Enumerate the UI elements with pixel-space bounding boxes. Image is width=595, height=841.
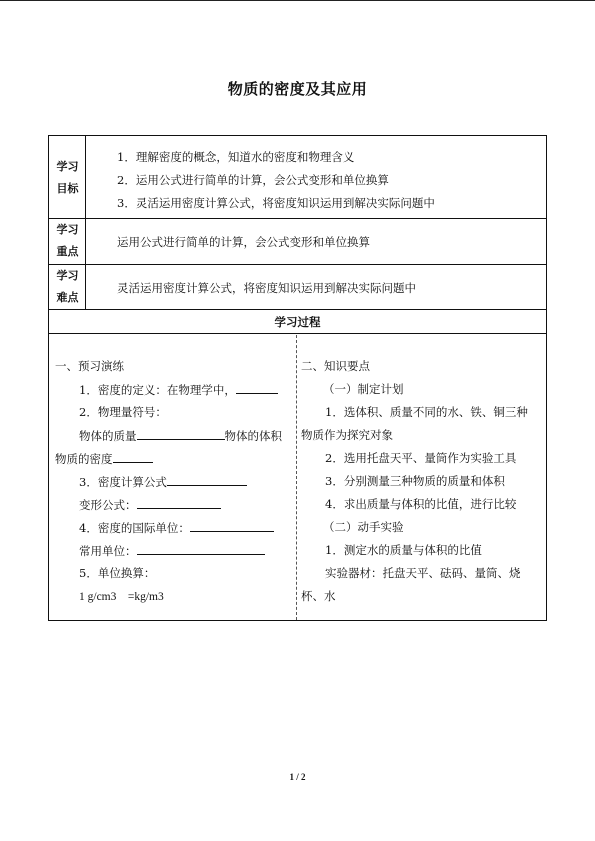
knowledge-item-3: 3．分别测量三种物质的质量和体积 bbox=[325, 474, 505, 488]
density-text: 物质的密度 bbox=[55, 452, 113, 466]
knowledge-section-2: （二）动手实验 bbox=[323, 520, 404, 534]
difficulties-label bbox=[49, 265, 86, 309]
preview-item-1 bbox=[79, 381, 278, 398]
answer-blank[interactable] bbox=[137, 542, 265, 555]
preview-item-3-variant bbox=[79, 496, 221, 513]
volume-text: 物体的体积 bbox=[224, 429, 282, 443]
answer-blank[interactable] bbox=[167, 473, 247, 486]
key-points-text: 运用公式进行简单的计算，会公式变形和单位换算 bbox=[117, 235, 370, 249]
row-divider bbox=[49, 264, 546, 265]
formula-text: 3．密度计算公式 bbox=[79, 475, 167, 489]
row-divider bbox=[49, 218, 546, 219]
objective-item-3: 3．灵活运用密度计算公式，将密度知识运用到解决实际问题中 bbox=[117, 196, 435, 210]
key-points-label-line2: 重点 bbox=[56, 245, 79, 258]
page-number: 1 / 2 bbox=[289, 772, 306, 782]
objective-item-1: 1．理解密度的概念，知道水的密度和物理含义 bbox=[117, 150, 355, 164]
knowledge-item-2: 2．选用托盘天平、量筒作为实验工具 bbox=[325, 451, 517, 465]
objectives-label-line2: 目标 bbox=[56, 182, 79, 195]
process-heading: 学习过程 bbox=[274, 315, 321, 329]
preview-heading: 一、预习演练 bbox=[55, 359, 124, 373]
difficulties-label-line1: 学习 bbox=[56, 269, 79, 282]
process-column-divider bbox=[296, 335, 297, 620]
key-points-label-line1: 学习 bbox=[56, 223, 79, 236]
answer-blank[interactable] bbox=[236, 381, 278, 394]
preview-item-4 bbox=[79, 519, 274, 536]
preview-item-2: 2．物理量符号： bbox=[79, 405, 167, 419]
preview-item-4-common bbox=[79, 542, 265, 559]
knowledge-item-1a: 1．选体积、质量不同的水、铁、铜三种 bbox=[325, 405, 528, 419]
knowledge-item-5: 1．测定水的质量与体积的比值 bbox=[325, 543, 482, 557]
objective-item-2: 2．运用公式进行简单的计算，会公式变形和单位换算 bbox=[117, 173, 389, 187]
knowledge-item-4: 4．求出质量与体积的比值，进行比较 bbox=[325, 497, 517, 511]
knowledge-heading: 二、知识要点 bbox=[301, 359, 370, 373]
mass-text: 物体的质量 bbox=[79, 429, 137, 443]
difficulties-label-line2: 难点 bbox=[56, 291, 79, 304]
answer-blank[interactable] bbox=[137, 496, 221, 509]
variant-text: 变形公式： bbox=[79, 498, 137, 512]
key-points-label bbox=[49, 219, 86, 263]
objectives-label-line1: 学习 bbox=[56, 160, 79, 173]
top-rule bbox=[0, 0, 595, 1]
objectives-label bbox=[49, 156, 86, 200]
row-divider bbox=[49, 309, 546, 310]
difficulties-text: 灵活运用密度计算公式，将密度知识运用到解决实际问题中 bbox=[117, 281, 416, 295]
row-divider bbox=[49, 333, 546, 334]
knowledge-section-1: （一）制定计划 bbox=[323, 382, 404, 396]
preview-item-2-density bbox=[55, 450, 153, 467]
answer-blank[interactable] bbox=[113, 450, 153, 463]
unit-conversion: 1 g/cm3 =kg/m3 bbox=[79, 591, 164, 603]
preview-item-1-text: 1．密度的定义：在物理学中， bbox=[79, 383, 236, 397]
answer-blank[interactable] bbox=[137, 427, 225, 440]
answer-blank[interactable] bbox=[190, 519, 274, 532]
common-unit-text: 常用单位： bbox=[79, 544, 137, 558]
preview-item-2-mass bbox=[79, 427, 282, 444]
knowledge-item-1b: 物质作为探究对象 bbox=[301, 428, 393, 442]
equipment-line-2: 杯、水 bbox=[301, 589, 336, 603]
si-unit-text: 4．密度的国际单位： bbox=[79, 521, 190, 535]
equipment-line-1: 实验器材：托盘天平、砝码、量筒、烧 bbox=[325, 566, 521, 580]
page-title: 物质的密度及其应用 bbox=[227, 80, 368, 98]
preview-item-3 bbox=[79, 473, 247, 490]
lesson-table bbox=[48, 135, 547, 621]
preview-item-5: 5．单位换算： bbox=[79, 566, 156, 580]
